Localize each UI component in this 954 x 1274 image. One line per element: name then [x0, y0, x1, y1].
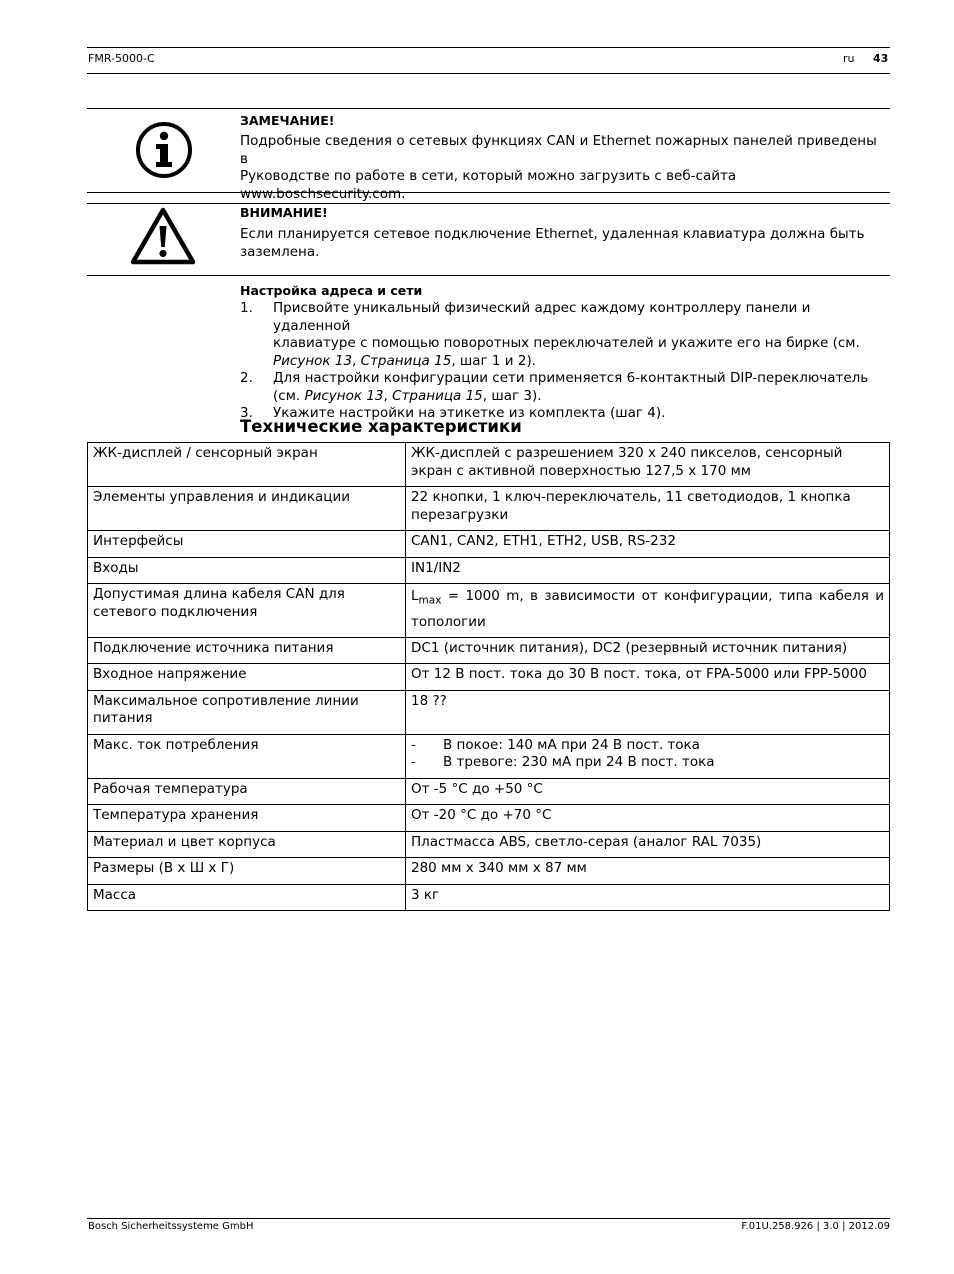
notice-line: Подробные сведения о сетевых функциях CAN и Ethernet пожарных панелей приведены в	[240, 133, 877, 167]
spec-label: Температура хранения	[88, 805, 406, 832]
step-text-line	[273, 353, 888, 371]
specs-table	[87, 442, 890, 911]
spec-value: ЖК-дисплей с разрешением 320 x 240 пикселов, сенсорный экран с активной поверхностью 127,5 x 170 мм	[406, 443, 890, 487]
spec-value: CAN1, CAN2, ETH1, ETH2, USB, RS-232	[406, 531, 890, 558]
warning-triangle-icon	[129, 206, 197, 270]
header-top-rule	[87, 47, 890, 48]
setup-heading: Настройка адреса и сети	[240, 283, 423, 298]
spec-value: 18 ??	[406, 690, 890, 734]
language-code: ru	[843, 52, 855, 65]
spec-value: Пластмасса ABS, светло-серая (аналог RAL 7035)	[406, 831, 890, 858]
spec-value: DC1 (источник питания), DC2 (резервный источник питания)	[406, 637, 890, 664]
warning-bottom-rule	[87, 275, 890, 276]
step-text-line: Для настройки конфигурации сети применяется 6-контактный DIP-переключатель	[273, 370, 869, 386]
spec-label: Материал и цвет корпуса	[88, 831, 406, 858]
spec-label: Подключение источника питания	[88, 637, 406, 664]
step-number: 3.	[240, 405, 253, 421]
spec-label: Максимальное сопротивление линии питания	[88, 690, 406, 734]
bullet-dash: -	[411, 754, 416, 771]
notice-line: www.boschsecurity.com.	[240, 185, 406, 202]
table-row	[88, 884, 890, 911]
warning-body	[240, 226, 888, 261]
spec-label: Входное напряжение	[88, 664, 406, 691]
page-reference[interactable]: Страница 15	[360, 352, 452, 369]
figure-reference[interactable]: Рисунок 13	[273, 352, 353, 369]
page-number: 43	[873, 52, 889, 65]
reference-separator: ,	[383, 387, 393, 404]
step-text-line	[273, 388, 888, 406]
warning-title: ВНИМАНИЕ!	[240, 205, 328, 220]
bullet-text: В покое: 140 мА при 24 В пост. тока	[443, 736, 700, 753]
figure-reference[interactable]: Рисунок 13	[304, 387, 384, 404]
table-row	[88, 831, 890, 858]
table-row	[88, 805, 890, 832]
step-prefix: (см.	[273, 387, 305, 404]
footer-rule	[87, 1218, 890, 1219]
table-row	[88, 778, 890, 805]
table-row	[88, 531, 890, 558]
spec-value	[406, 734, 890, 778]
spec-value-subscript: max	[418, 594, 442, 607]
spec-value: От -20 °C до +70 °C	[406, 805, 890, 832]
spec-value: От -5 °C до +50 °C	[406, 778, 890, 805]
spec-value: 3 кг	[406, 884, 890, 911]
list-item	[411, 754, 884, 772]
spec-label: Интерфейсы	[88, 531, 406, 558]
spec-label: Входы	[88, 557, 406, 584]
footer-doc-ref: F.01U.258.926 | 3.0 | 2012.09	[741, 1221, 890, 1232]
spec-label: Рабочая температура	[88, 778, 406, 805]
list-item	[411, 737, 884, 755]
table-row	[88, 637, 890, 664]
list-item	[240, 370, 888, 405]
step-text-line: Присвойте уникальный физический адрес каждому контроллеру панели и удаленной	[273, 300, 811, 334]
reference-separator: ,	[352, 352, 361, 369]
warning-top-rule	[87, 203, 890, 204]
notice-top-rule	[87, 108, 890, 109]
step-text-line: клавиатуре с помощью поворотных переключателей и укажите его на бирке (см.	[273, 335, 860, 351]
setup-steps-list	[240, 300, 888, 423]
spec-label: Масса	[88, 884, 406, 911]
spec-label: Размеры (В x Ш x Г)	[88, 858, 406, 885]
spec-value: IN1/IN2	[406, 557, 890, 584]
spec-value-text: = 1000 m, в зависимости от конфигурации, типа кабеля и топологии	[411, 588, 884, 631]
page-reference[interactable]: Страница 15	[392, 387, 483, 404]
step-text-line: Укажите настройки на этикетке из комплекта (шаг 4).	[273, 405, 666, 421]
step-number: 2.	[240, 370, 253, 386]
warning-line: заземлена.	[240, 243, 320, 260]
spec-label: Макс. ток потребления	[88, 734, 406, 778]
table-row	[88, 557, 890, 584]
table-row	[88, 734, 890, 778]
specs-heading: Технические характеристики	[240, 417, 522, 436]
spec-value	[406, 584, 890, 638]
table-row	[88, 443, 890, 487]
warning-line: Если планируется сетевое подключение Ethernet, удаленная клавиатура должна быть	[240, 226, 865, 242]
doc-title: FMR-5000-C	[88, 52, 155, 65]
table-row	[88, 858, 890, 885]
step-tail: , шаг 1 и 2).	[451, 352, 536, 369]
spec-value: 280 мм x 340 мм x 87 мм	[406, 858, 890, 885]
spec-value: От 12 В пост. тока до 30 В пост. тока, от FPA-5000 или FPP-5000	[406, 664, 890, 691]
table-row	[88, 690, 890, 734]
spec-value-symbol: L	[411, 588, 419, 604]
step-tail: , шаг 3).	[482, 387, 542, 404]
spec-label: ЖК-дисплей / сенсорный экран	[88, 443, 406, 487]
notice-bottom-rule	[87, 192, 890, 193]
bullet-dash: -	[411, 736, 416, 753]
table-row	[88, 487, 890, 531]
spec-label: Элементы управления и индикации	[88, 487, 406, 531]
list-item	[240, 300, 888, 370]
info-icon	[134, 120, 194, 184]
table-row	[88, 664, 890, 691]
notice-line: Руководстве по работе в сети, который можно загрузить с веб-сайта	[240, 168, 737, 184]
notice-title: ЗАМЕЧАНИЕ!	[240, 113, 335, 128]
footer-company: Bosch Sicherheitssysteme GmbH	[88, 1221, 254, 1232]
spec-label: Допустимая длина кабеля CAN для сетевого подключения	[88, 584, 406, 638]
table-row	[88, 584, 890, 638]
spec-value: 22 кнопки, 1 ключ-переключатель, 11 светодиодов, 1 кнопка перезагрузки	[406, 487, 890, 531]
step-number: 1.	[240, 300, 253, 316]
bullet-text: В тревоге: 230 мА при 24 В пост. тока	[443, 754, 715, 771]
header-bottom-rule	[87, 73, 890, 74]
